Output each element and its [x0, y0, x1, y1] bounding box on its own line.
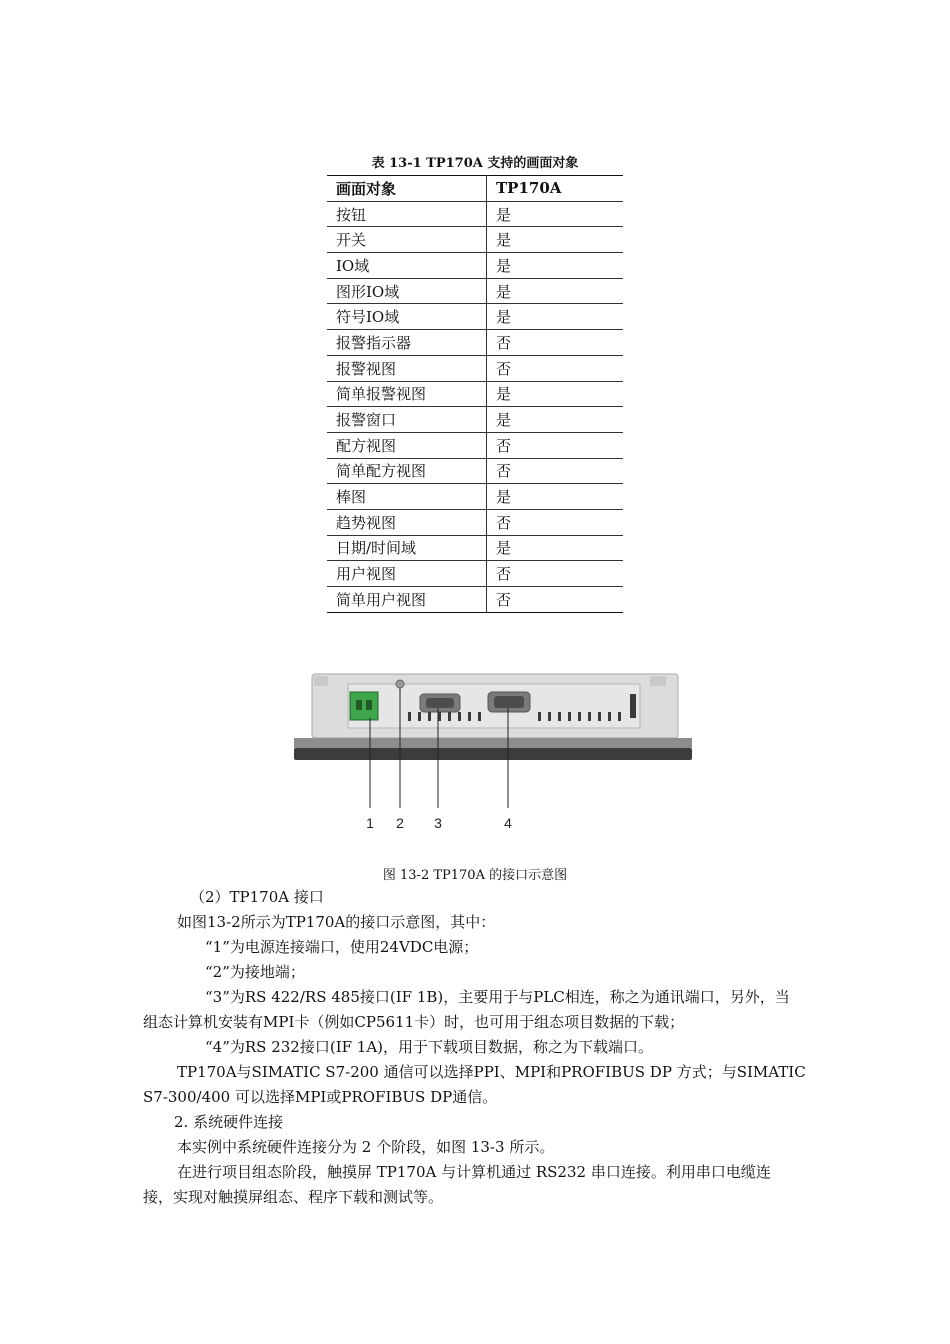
object-name: 用户视图: [327, 561, 487, 587]
header-tp170a: TP170A: [487, 176, 624, 202]
support-value: 否: [487, 561, 624, 587]
table-row: [327, 509, 623, 535]
table-row: [327, 278, 623, 304]
object-name: 简单用户视图: [327, 587, 487, 613]
table-row: [327, 253, 623, 279]
callout-4: 4: [504, 815, 512, 831]
paragraph-stages: 本实例中系统硬件连接分为 2 个阶段，如图 13-3 所示。: [177, 1138, 555, 1156]
table-row: [327, 201, 623, 227]
object-name: IO域: [327, 253, 487, 279]
paragraph-comm-line1: TP170A与SIMATIC S7-200 通信可以选择PPI、MPI和PROFIBUS DP 方式；与SIMATIC: [177, 1063, 806, 1081]
callout-1: 1: [366, 815, 374, 831]
support-value: 否: [487, 330, 624, 356]
object-name: 符号IO域: [327, 304, 487, 330]
table-row: [327, 587, 623, 613]
object-name: 报警指示器: [327, 330, 487, 356]
support-value: 否: [487, 355, 624, 381]
table-row: [327, 535, 623, 561]
object-name: 开关: [327, 227, 487, 253]
callout-2: 2: [396, 815, 404, 831]
support-value: 否: [487, 587, 624, 613]
object-name: 简单报警视图: [327, 381, 487, 407]
paragraph-config-line2: 接，实现对触摸屏组态、程序下载和测试等。: [143, 1188, 444, 1206]
power-connector: [350, 692, 378, 720]
object-name: 日期/时间域: [327, 535, 487, 561]
support-value: 是: [487, 278, 624, 304]
object-name: 棒图: [327, 484, 487, 510]
support-value: 是: [487, 227, 624, 253]
header-screen-object: 画面对象: [327, 176, 487, 202]
table-row: [327, 561, 623, 587]
item-2: “2”为接地端；: [205, 963, 305, 981]
table-row: [327, 227, 623, 253]
device-corner-right: [650, 676, 666, 686]
section-heading-interface: （2）TP170A 接口: [190, 888, 324, 906]
support-value: 是: [487, 253, 624, 279]
table-header-row: [327, 176, 623, 202]
paragraph-comm-line2: S7-300/400 可以选择MPI或PROFIBUS DP通信。: [143, 1088, 498, 1106]
object-name: 报警视图: [327, 355, 487, 381]
callout-3: 3: [434, 815, 442, 831]
table-caption: 表 13-1 TP170A 支持的画面对象: [371, 156, 579, 171]
screen-objects-table: [327, 175, 623, 613]
item-4: “4”为RS 232接口(IF 1A)，用于下载项目数据，称之为下载端口。: [205, 1038, 654, 1056]
table-row: [327, 458, 623, 484]
table-row: [327, 484, 623, 510]
section-heading-hardware: 2. 系统硬件连接: [174, 1113, 284, 1131]
table-row: [327, 304, 623, 330]
object-name: 按钮: [327, 201, 487, 227]
support-value: 否: [487, 509, 624, 535]
power-connector-pin: [366, 700, 372, 710]
figure-caption: 图 13-2 TP170A 的接口示意图: [382, 868, 568, 883]
table-row: [327, 432, 623, 458]
support-value: 否: [487, 432, 624, 458]
table-row: [327, 330, 623, 356]
object-name: 图形IO域: [327, 278, 487, 304]
object-name: 简单配方视图: [327, 458, 487, 484]
support-value: 是: [487, 381, 624, 407]
tp170a-interface-figure: [290, 668, 700, 848]
support-value: 是: [487, 304, 624, 330]
table-row: [327, 381, 623, 407]
rs232-port-inner: [494, 696, 524, 708]
table-row: [327, 407, 623, 433]
item-3-line2: 组态计算机安装有MPI卡（例如CP5611卡）时，也可用于组态项目数据的下载；: [143, 1013, 685, 1031]
item-3-line1: “3”为RS 422/RS 485接口(IF 1B)，主要用于与PLC相连，称之为通讯端口，另外，当: [205, 988, 790, 1006]
paragraph-intro: 如图13-2所示为TP170A的接口示意图，其中：: [177, 913, 496, 931]
support-value: 是: [487, 201, 624, 227]
device-bezel: [294, 738, 692, 748]
object-name: 趋势视图: [327, 509, 487, 535]
rs485-port-inner: [426, 698, 454, 708]
object-name: 报警窗口: [327, 407, 487, 433]
support-value: 是: [487, 535, 624, 561]
table-row: [327, 355, 623, 381]
power-connector-pin: [356, 700, 362, 710]
support-value: 是: [487, 407, 624, 433]
object-name: 配方视图: [327, 432, 487, 458]
paragraph-config-line1: 在进行项目组态阶段，触摸屏 TP170A 与计算机通过 RS232 串口连接。利用串口电缆连: [177, 1163, 771, 1181]
support-value: 否: [487, 458, 624, 484]
item-1: “1”为电源连接端口，使用24VDC电源；: [205, 938, 479, 956]
ground-terminal: [396, 680, 404, 688]
device-bezel-edge: [294, 748, 692, 760]
support-value: 是: [487, 484, 624, 510]
device-corner-left: [314, 676, 328, 686]
